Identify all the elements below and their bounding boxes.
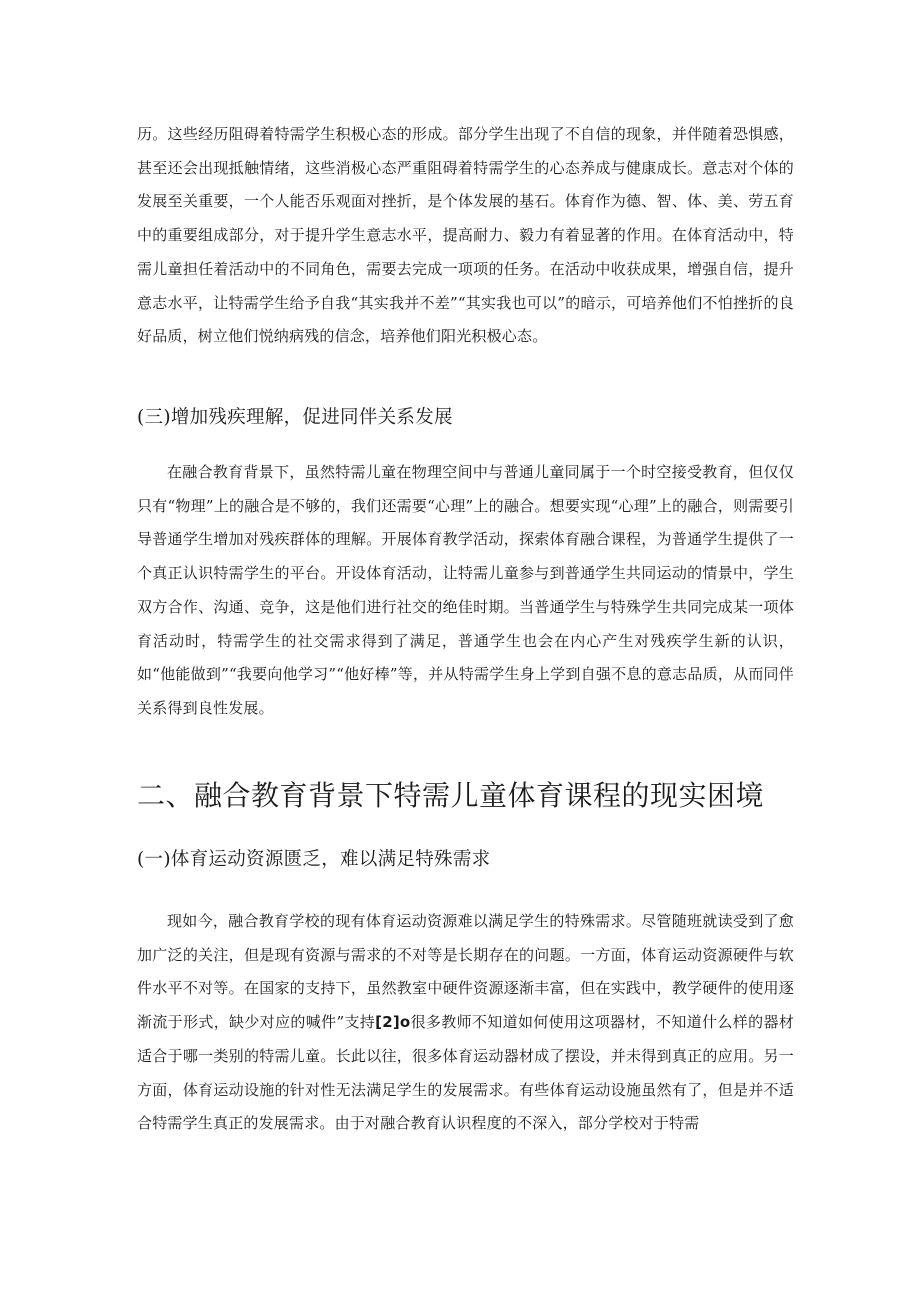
- section-heading: (三)增加残疾理解，促进同伴关系发展: [137, 407, 453, 428]
- body-paragraph: 历。这些经历阻碍着特需学生积极心态的形成。部分学生出现了不自信的现象，并伴随着恐惧感，甚至还会出现抵触情绪，这些消极心态严重阻碍着特需学生的心态养成与健康成长。意志对个体的发展至关重要，一个人能否乐观面对挫折，是个体发展的基石。体育作为德、智、体、美、劳五育中的重要组成部分，对于提升学生意志水平，提高耐力、毅力有着显著的作用。在体育活动中，特需儿童担任着活动中的不同角色，需要去完成一项项的任务。在活动中收获成果，增强自信，提升意志水平，让特需学生给予自我“其实我并不差”“其实我也可以”的暗示，可培养他们不怕挫折的良好品质，树立他们悦纳病残的信念，培养他们阳光积极心态。: [137, 125, 794, 346]
- section-heading: (一)体育运动资源匮乏，难以满足特殊需求: [137, 849, 491, 870]
- paragraph-text: 现如今，融合教育学校的现有体育运动资源难以满足学生的特殊需求。尽管随班就读受到了愈加广泛的关注，但是现有资源与需求的不对等是长期存在的问题。一方面，体育运动资源硬件与软件水平不对等。在国家的支持下，虽然教室中硬件资源逐渐丰富，但在实践中，教学硬件的使用逐渐流于形式，缺少对应的喊件”支持: [137, 912, 794, 1032]
- body-paragraph: 在融合教育背景下，虽然特需儿童在物理空间中与普通儿童同属于一个时空接受教育，但仅仅只有“物理”上的融合是不够的，我们还需要“心理”上的融合。想要实现“心理”上的融合，则需要引导普通学生增加对残疾群体的理解。开展体育教学活动，探索体育融合课程，为普通学生提供了一个真正认识特需学生的平台。开设体育活动，让特需儿童参与到普通学生共同运动的情景中，学生双方合作、沟通、竞争，这是他们进行社交的绝佳时期。当普通学生与特殊学生共同完成某一项体育活动时，特需学生的社交需求得到了满足，普通学生也会在内心产生对残疾学生新的认识，如“他能做到”“我要向他学习”“他好棒”等，并从特需学生身上学到自强不息的意志品质，从而同伴关系得到良性发展。: [137, 463, 794, 717]
- paragraph-text: 很多教师不知道如何使用这项器材，不知道什么样的器材适合于哪一类别的特需儿童。长此以往，很多体育运动器材成了摆设，并未得到真正的应用。另一方面，体育运动设施的针对性无法满足学生的发展需求。有些体育运动设施虽然有了，但是并不适合特需学生真正的发展需求。由于对融合教育认识程度的不深入，部分学校对于特需: [137, 1013, 794, 1133]
- chapter-heading: 二、融合教育背景下特需儿童体育课程的现实困境: [137, 779, 765, 812]
- citation-reference: [2]o: [375, 1013, 411, 1032]
- body-paragraph: [137, 905, 794, 1141]
